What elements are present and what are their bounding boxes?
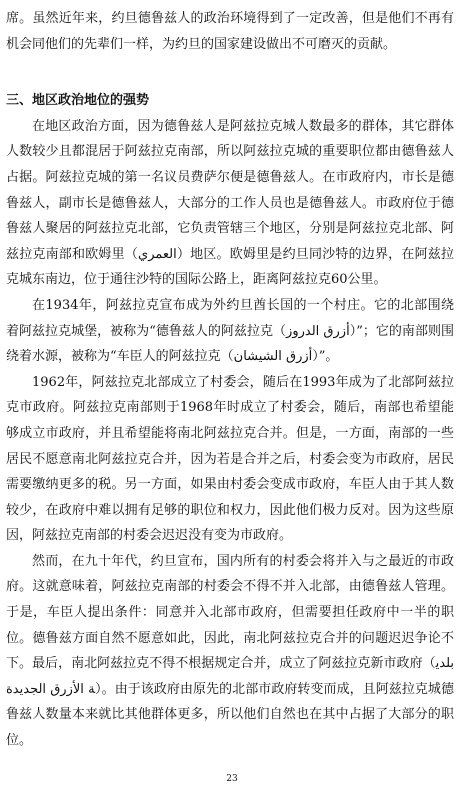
body-paragraph-4: 然而，在九十年代，约旦宣布，国内所有的村委会将并入与之最近的市政府。这就意味着，阿兹拉克南部的村委会不得不并入北部，由德鲁兹人管理。于是，车臣人提出条件：同意并入北部市政府，但需要担任政府中一半的职位。德鲁兹方面自然不愿意如此，因此，南北阿兹拉克合并的问题迟迟争论不下。最后，南北阿兹拉克不得不根据规定合并，成立了阿兹拉克新市政府（بلدية الأزرق الجديدة）。由于该政府由原先的北部市政府转变而成，且阿兹拉克城德鲁兹人数量本来就比其他群体更多，所以他们自然也在其中占据了大部分的职位。 bbox=[6, 553, 454, 749]
body-paragraph-1: 在地区政治方面，因为德鲁兹人是阿兹拉克城人数最多的群体，其它群体人数较少且都混居于阿兹拉克南部，所以阿兹拉克城的重要职位都由德鲁兹人占据。阿兹拉克城的第一名议员费萨尔便是德鲁兹人。在市政府内，市长是德鲁兹人，副市长是德鲁兹人，大部分的工作人员也是德鲁兹人。市政府位于德鲁兹人聚居的阿兹拉克北部，它负责管辖三个地区，分别是阿兹拉克北部、阿兹拉克南部和欧姆里（العمري）地区。欧姆里是约旦同沙特的边界，在阿兹拉克城东南边，位于通往沙特的国际公路上，距离阿兹拉克60公里。 bbox=[6, 118, 454, 288]
continuation-paragraph: 席。虽然近年来，约旦德鲁兹人的政治环境得到了一定改善，但是他们不再有机会同他们的先辈们一样，为约旦的国家建设做出不可磨灭的贡献。 bbox=[6, 11, 454, 52]
body-paragraph-3: 1962年，阿兹拉克北部成立了村委会，随后在1993年成为了北部阿兹拉克市政府。阿兹拉克南部则于1968年时成立了村委会，随后，南部也希望能够成立市政府，并且希望能将南北阿兹拉克合并。但是，一方面，南部的一些居民不愿意南北阿兹拉克合并，因为若是合并之后，村委会变为市政府，居民需要缴纳更多的税。另一方面，如果由村委会变成市政府，车臣人由于其人数较少，在政府中难以拥有足够的职位和权力，因此他们极力反对。因为这些原因，阿兹拉克南部的村委会迟迟没有变为市政府。 bbox=[6, 374, 454, 544]
body-paragraph-2: 在1934年，阿兹拉克宣布成为外约旦酋长国的一个村庄。它的北部围绕着阿兹拉克城堡，被称为“德鲁兹人的阿兹拉克（أزرق الدروز）”；它的南部则围绕着水源，被称为“车臣人的阿兹拉克（أزرق الشيشان）”。 bbox=[6, 297, 454, 365]
document-page bbox=[6, 6, 454, 754]
page-number: 23 bbox=[226, 774, 238, 784]
section-heading: 三、地区政治地位的强势 bbox=[6, 93, 150, 109]
